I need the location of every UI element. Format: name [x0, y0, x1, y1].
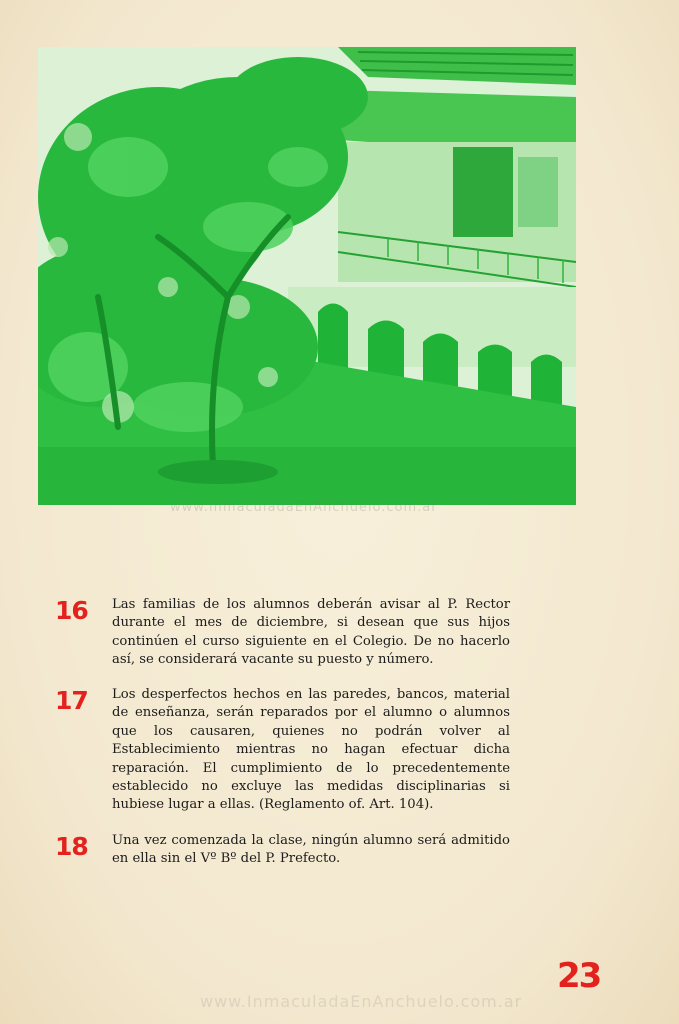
rule-number: 17	[55, 686, 88, 715]
rule-number: 18	[55, 832, 88, 861]
page-number: 23	[557, 956, 601, 996]
watermark-top: www.InmaculadaEnAnchuelo.com.ar	[170, 500, 438, 515]
rule-text: Una vez comenzada la clase, ningún alumno será admitido en ella sin el Vº Bº del P. Prefecto.	[112, 833, 510, 867]
rule-text: Las familias de los alumnos deberán avisar al P. Rector durante el mes de diciembre, si desean que sus hijos continúen el curso siguiente en el Colegio. De no hacerlo así, se considerará vacante su puesto y número.	[112, 597, 510, 668]
watermark-bottom: www.InmaculadaEnAnchuelo.com.ar	[200, 992, 523, 1011]
rule-text: Los desperfectos hechos en las paredes, bancos, material de enseñanza, serán reparados por el alumno o alumnos que los causaren, quienes no podrán volver al Establecimiento mientras no hagan efectuar dicha reparación. El cumplimiento de lo precedentemente establecido no excluye las medidas disciplinarias si hubiese lugar a ellas. (Reglamento of. Art. 104).	[112, 687, 510, 813]
courtyard-photo	[38, 47, 576, 505]
courtyard-illustration	[38, 47, 576, 505]
rule-number: 16	[55, 596, 88, 625]
